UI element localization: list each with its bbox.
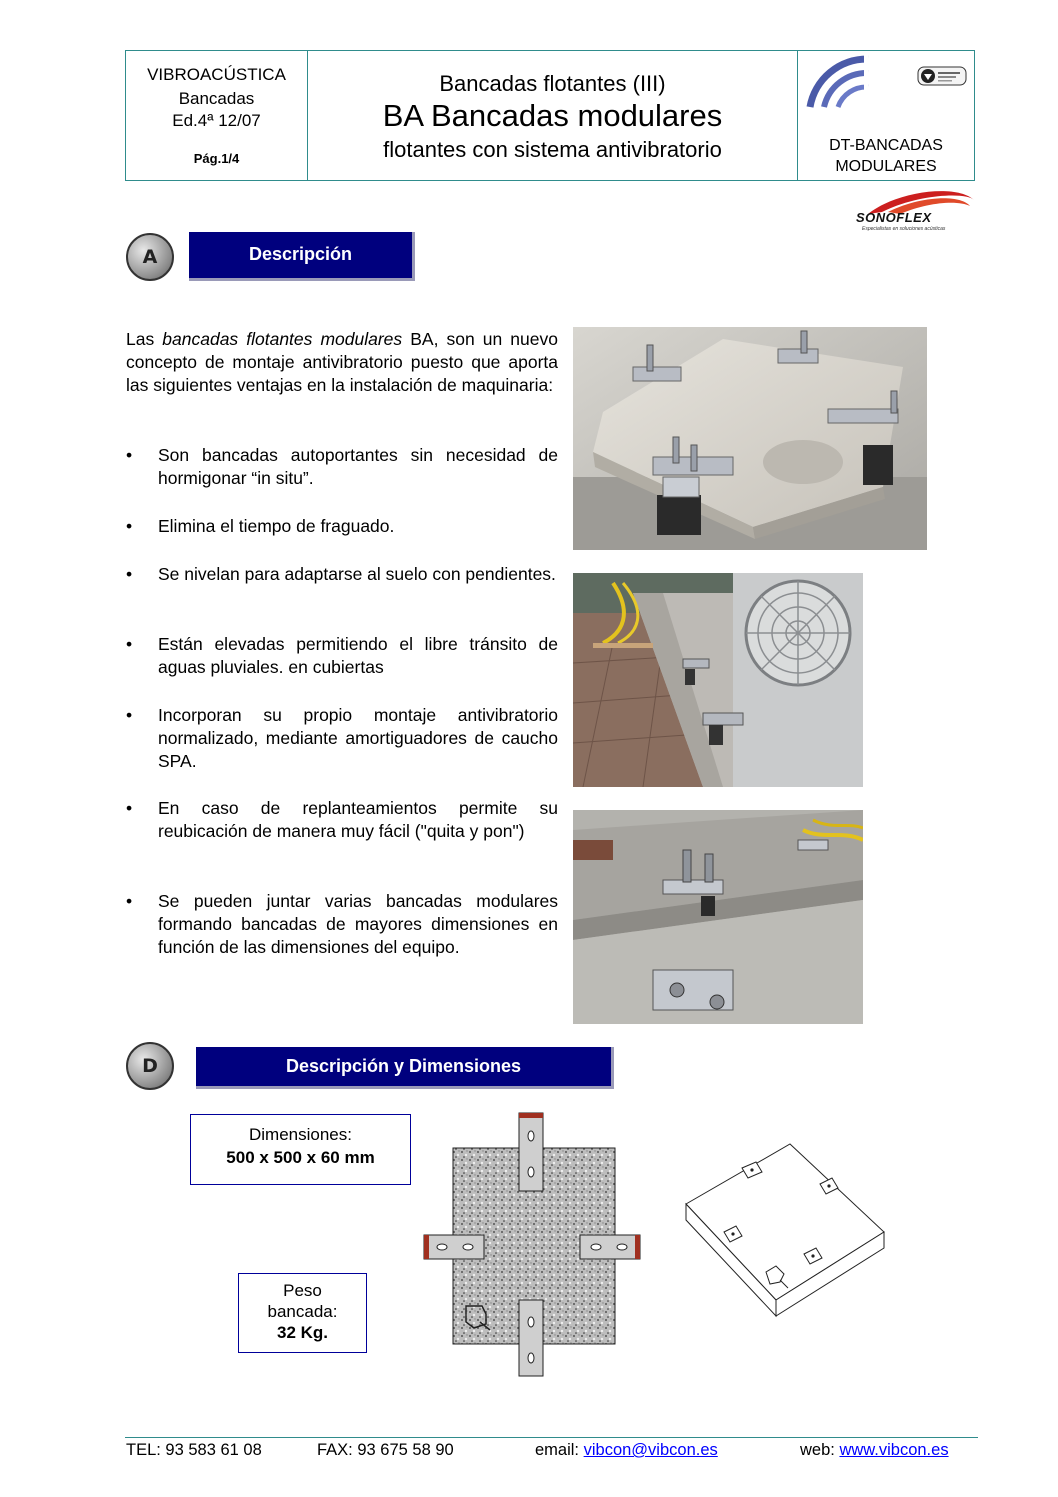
header-page-number: Pág.1/4	[193, 151, 240, 166]
list-item-text: Se nivelan para adaptarse al suelo con pendientes.	[158, 564, 556, 584]
dimensions-label: Dimensiones:	[249, 1125, 352, 1144]
header-table	[125, 50, 975, 181]
header-title-line3: flotantes con sistema antivibratorio	[383, 137, 722, 162]
brand-name: SONOFLEX	[856, 210, 932, 225]
document-code-line2: MODULARES	[835, 158, 937, 175]
list-item-text: Elimina el tiempo de fraguado.	[158, 516, 395, 536]
bullet-icon: •	[126, 798, 133, 818]
header-subcategory: Bancadas	[178, 89, 255, 108]
list-item-text: En caso de replanteamientos permite su reubicación de manera muy fácil ("quita y pon")	[158, 798, 558, 841]
bullet-icon: •	[126, 891, 133, 911]
footer-web	[800, 1441, 949, 1460]
intro-paragraph	[126, 328, 558, 397]
footer-email-label: email:	[535, 1441, 584, 1459]
bullet-icon: •	[126, 564, 133, 584]
list-item-text: Están elevadas permitiendo el libre tránsito de aguas pluviales. en cubiertas	[158, 634, 558, 677]
header-category: VIBROACÚSTICA	[147, 65, 286, 84]
intro-text-after: BA, son un nuevo concepto de montaje antivibratorio puesto que aporta las siguientes ventajas en la instalación de maquinaria:	[126, 329, 558, 395]
section-description-title: Descripción	[189, 232, 415, 281]
header-title-line1: Bancadas flotantes (III)	[439, 71, 666, 96]
weight-label-line2: bancada:	[267, 1302, 338, 1321]
header-edition: Ed.4ª 12/07	[172, 111, 261, 130]
weight-value: 32 Kg.	[276, 1323, 329, 1342]
website-link[interactable]: www.vibcon.es	[839, 1441, 949, 1459]
certification-seal-icon	[916, 63, 968, 89]
section-a-letter: A	[142, 246, 158, 268]
intro-emphasis: bancadas flotantes modulares	[162, 329, 403, 349]
slab-isometric-drawing	[680, 1140, 890, 1330]
bullet-icon: •	[126, 634, 133, 654]
photo-joined-slabs	[573, 810, 863, 1024]
dimensions-value: 500 x 500 x 60 mm	[226, 1148, 375, 1167]
footer-web-label: web:	[800, 1441, 840, 1459]
section-dimensions-title: Descripción y Dimensiones	[196, 1047, 614, 1089]
footer-fax: FAX: 93 675 58 90	[317, 1441, 454, 1459]
list-item-text: Se pueden juntar varias bancadas modulares formando bancadas de mayores dimensiones en función de las dimensiones del equipo.	[158, 891, 558, 957]
bullet-icon: •	[126, 445, 133, 465]
document-code-line1: DT-BANCADAS	[829, 137, 943, 154]
footer-divider	[125, 1437, 978, 1438]
photo-modular-slab	[573, 327, 927, 550]
section-d-letter: D	[142, 1055, 158, 1077]
header-title-main: BA Bancadas modulares	[382, 98, 723, 133]
section-a-icon	[126, 233, 174, 281]
email-link[interactable]: vibcon@vibcon.es	[583, 1441, 718, 1459]
footer-phone: TEL: 93 583 61 08	[126, 1441, 262, 1459]
bullet-icon: •	[126, 705, 133, 725]
weight-label-line1: Peso	[283, 1281, 322, 1300]
footer-email	[535, 1441, 718, 1460]
list-item-text: Son bancadas autoportantes sin necesidad de hormigonar “in situ”.	[158, 445, 558, 488]
dimensions-box	[190, 1114, 411, 1185]
header-right-cell	[798, 51, 974, 180]
section-d-icon	[126, 1042, 174, 1090]
photo-roof-installation	[573, 573, 863, 787]
header-left-cell	[126, 51, 308, 180]
bullet-icon: •	[126, 516, 133, 536]
sound-waves-logo-icon	[806, 55, 876, 113]
list-item-text: Incorporan su propio montaje antivibratorio normalizado, mediante amortiguadores de caucho SPA.	[158, 705, 558, 771]
brand-tagline: Especialistas en soluciones acústicas	[862, 226, 946, 232]
slab-top-view-drawing	[420, 1110, 646, 1378]
weight-box	[238, 1273, 367, 1353]
intro-text-before: Las	[126, 329, 163, 349]
header-title-cell	[308, 51, 798, 180]
